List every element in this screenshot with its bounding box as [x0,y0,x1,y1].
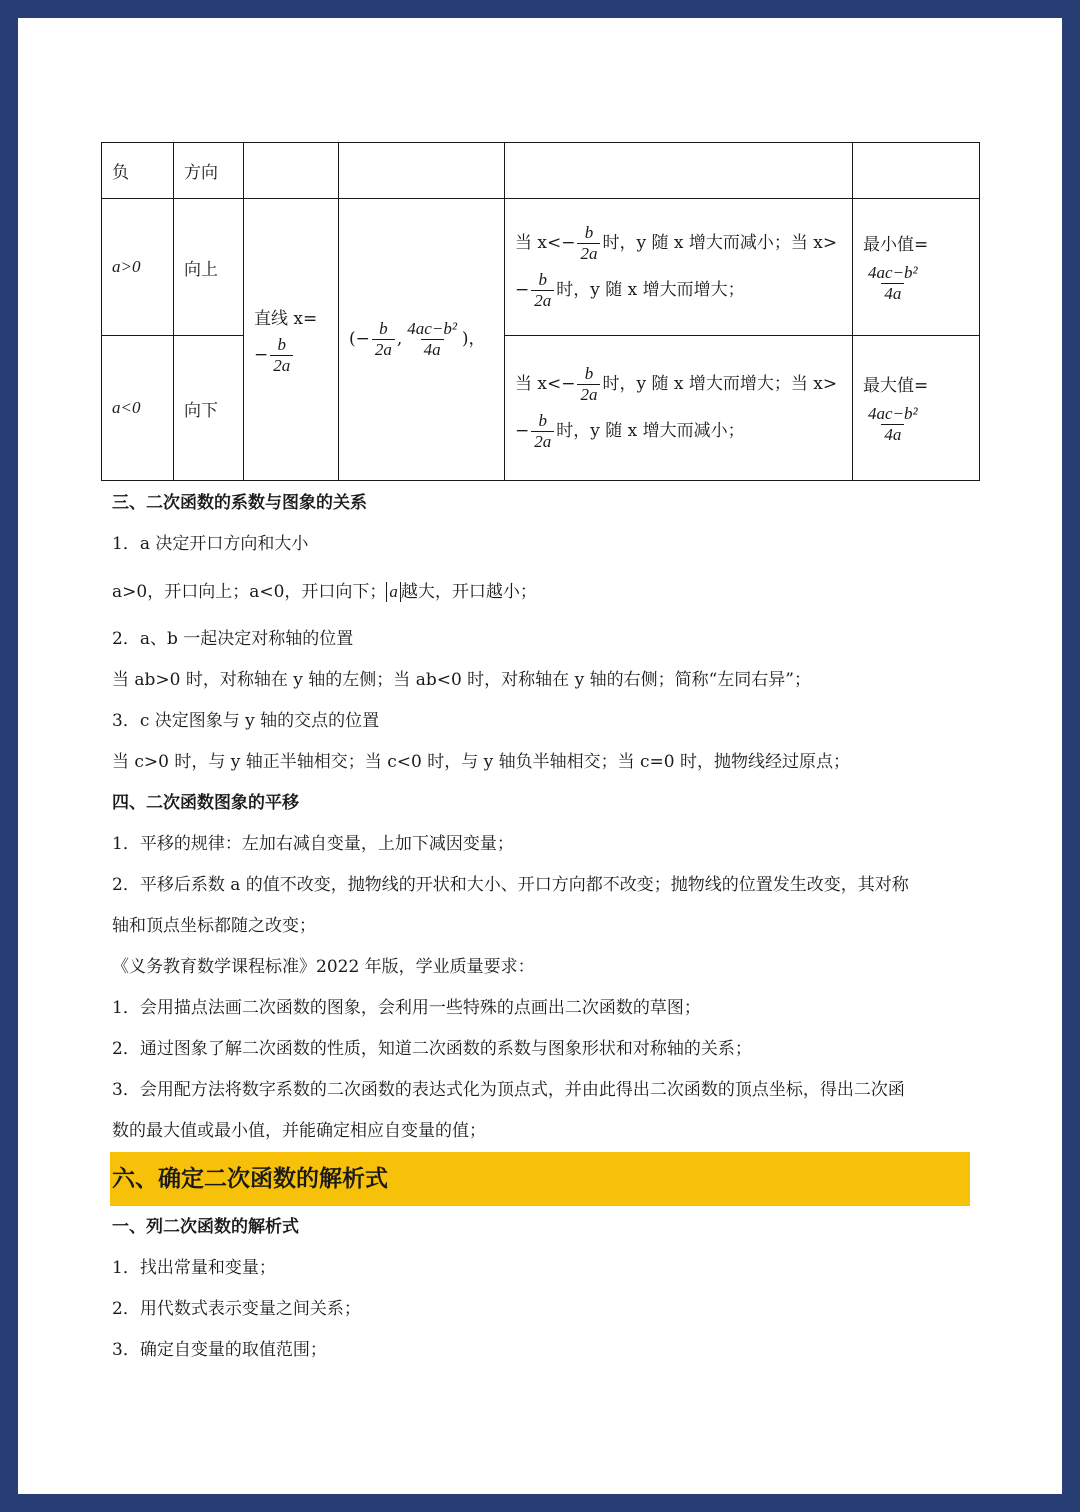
document-page [18,18,1062,1494]
section4-item1: 1．平移的规律：左加右减自变量，上加下减因变量； [112,834,514,854]
section6-1-item2: 2．用代数式表示变量之间关系； [112,1299,361,1319]
chapter-title: 六、确定二次函数的解析式 [112,1166,388,1192]
a-condition: a>0 [102,199,174,336]
standard-item3-line2: 数的最大值或最小值，并能确定相应自变量的值； [112,1121,486,1141]
table-cell [853,143,980,199]
properties-table [101,142,980,481]
section3-item1-title: 1．a 决定开口方向和大小 [112,534,309,554]
chapter-banner [110,1152,970,1206]
monotonicity-negative: 当 x<− $\frac{b}{2a}$ 时，y 随 x 增大而增大；当 x> − $\frac{b}{2a}$ 时，y 随 x 增大而减小； [505,336,853,481]
standard-item1: 1．会用描点法画二次函数的图象，会利用一些特殊的点画出二次函数的草图； [112,998,701,1018]
standard-item3-line1: 3．会用配方法将数字系数的二次函数的表达式化为顶点式，并由此得出二次函数的顶点坐标，得出二次函 [112,1080,905,1100]
axis-formula: − $\frac{b}{2a}$ [254,335,328,376]
section3-item2-body: 当 ab>0 时，对称轴在 y 轴的左侧；当 ab<0 时，对称轴在 y 轴的右侧；简称“左同右异”； [112,670,811,690]
section4-heading: 四、二次函数图象的平移 [112,793,299,813]
section3-item3-body: 当 c>0 时，与 y 轴正半轴相交；当 c<0 时，与 y 轴负半轴相交；当 c=0 时，抛物线经过原点； [112,752,850,772]
table-cell [505,143,853,199]
vertex-cell: (− $\frac{b}{2a}$ , $\frac{\text{4ac−b²}}{4a}$ )， [339,199,505,481]
table-row-positive [102,199,980,336]
table-cell [244,143,339,199]
a-condition: a<0 [102,336,174,481]
opening-direction: 向上 [174,199,244,336]
section6-1-item1: 1．找出常量和变量； [112,1258,276,1278]
table-cell: 方向 [174,143,244,199]
section3-item3-title: 3．c 决定图象与 y 轴的交点的位置 [112,711,380,731]
table-cell [339,143,505,199]
axis-of-symmetry-cell [244,199,339,481]
standard-item2: 2．通过图象了解二次函数的性质，知道二次函数的系数与图象形状和对称轴的关系； [112,1039,752,1059]
extreme-value-positive: 最小值= $\frac{\text{4ac−b²}}{4a}$ [853,199,980,336]
section3-heading: 三、二次函数的系数与图象的关系 [112,493,367,513]
opening-direction: 向下 [174,336,244,481]
table-header-row [102,143,980,199]
axis-label: 直线 x= [254,308,318,329]
standard-intro: 《义务教育数学课程标准》2022 年版，学业质量要求： [112,957,535,977]
table-row-negative [102,336,980,481]
section6-1-item3: 3．确定自变量的取值范围； [112,1340,327,1360]
section6-1-heading: 一、列二次函数的解析式 [112,1217,299,1237]
extreme-value-negative: 最大值= $\frac{\text{4ac−b²}}{4a}$ [853,336,980,481]
section3-item1-body: a>0，开口向上；a<0，开口向下； a 越大，开口越小； [112,582,537,602]
section4-item2-line2: 轴和顶点坐标都随之改变； [112,916,316,936]
section4-item2-line1: 2．平移后系数 a 的值不改变，抛物线的开状和大小、开口方向都不改变；抛物线的位置发生改变，其对称 [112,875,909,895]
section3-item2-title: 2．a、b 一起决定对称轴的位置 [112,629,354,649]
table-cell: 负 [102,143,174,199]
monotonicity-positive: 当 x<− $\frac{b}{2a}$ 时，y 随 x 增大而减小；当 x> − $\frac{b}{2a}$ 时，y 随 x 增大而增大； [505,199,853,336]
